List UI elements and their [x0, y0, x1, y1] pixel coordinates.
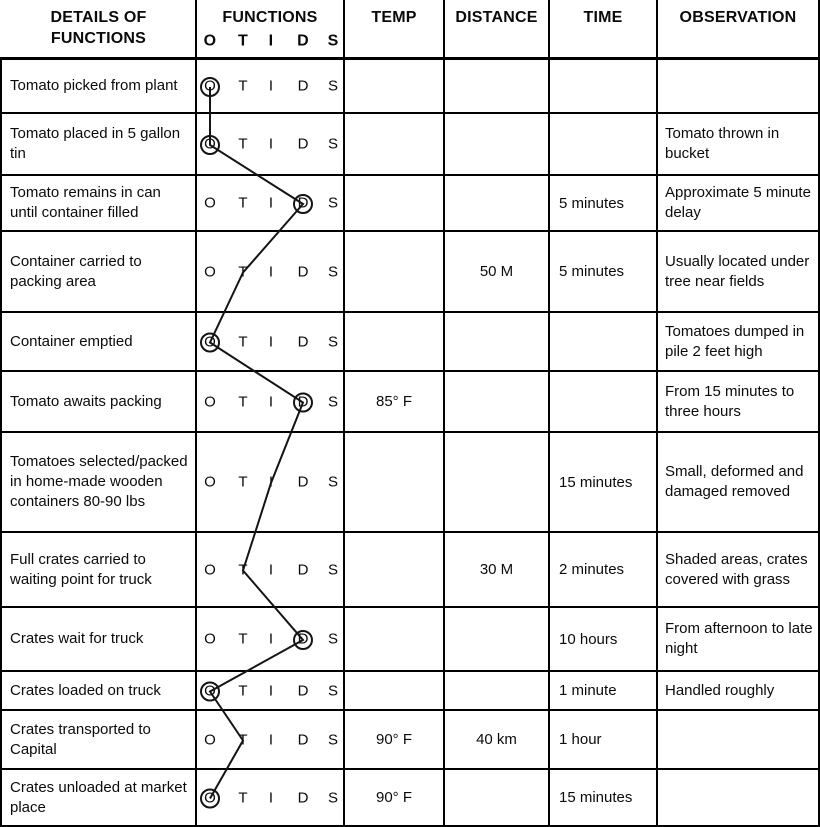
function-symbol-O: O	[204, 731, 216, 748]
observation-text: From afternoon to late night	[665, 620, 813, 657]
details-text: Crates unloaded at market place	[10, 778, 187, 816]
details-text: Crates loaded on truck	[10, 681, 161, 699]
functions-cell	[197, 176, 345, 230]
function-symbol-S: S	[327, 789, 339, 806]
time-cell	[550, 114, 658, 174]
function-symbol-S: S	[327, 194, 339, 212]
function-symbol-O: O	[204, 194, 216, 212]
function-symbol-O: O	[204, 393, 216, 410]
function-symbol-D: D	[297, 731, 309, 748]
temp-cell	[345, 372, 445, 431]
details-text: Tomato picked from plant	[10, 77, 178, 94]
table-row	[0, 60, 820, 114]
function-symbol-O: O	[204, 682, 216, 699]
function-symbol-O: O	[204, 630, 216, 648]
time-text: 2 minutes	[559, 561, 625, 578]
function-symbol-T: T	[238, 789, 248, 806]
functions-cell	[197, 433, 345, 531]
function-symbol-O: O	[204, 561, 216, 578]
time-cell	[550, 533, 658, 606]
distance-cell	[445, 313, 550, 370]
time-cell	[550, 232, 658, 311]
function-symbol-I: I	[268, 473, 274, 491]
functions-cell	[197, 114, 345, 174]
header-distance: DISTANCE	[445, 0, 550, 57]
functions-cell	[197, 533, 345, 606]
function-symbol-T: T	[238, 333, 248, 350]
observation-cell	[658, 60, 820, 112]
function-symbol-I: I	[268, 789, 274, 806]
function-symbol-S: S	[327, 473, 339, 491]
temp-cell	[345, 313, 445, 370]
time-text: 1 minute	[559, 682, 617, 699]
observation-cell	[658, 114, 820, 174]
time-cell	[550, 711, 658, 768]
time-text: 10 hours	[559, 630, 618, 648]
header-details-line2: FUNCTIONS	[50, 30, 147, 47]
function-symbol-I: I	[268, 263, 274, 280]
temp-cell	[345, 60, 445, 112]
function-symbol-I: I	[268, 630, 274, 648]
observation-cell	[658, 770, 820, 825]
function-symbol-I: I	[268, 135, 274, 153]
function-symbol-S: S	[327, 630, 339, 648]
distance-cell	[445, 672, 550, 709]
details-cell	[2, 711, 197, 768]
time-text: 1 hour	[559, 731, 602, 748]
function-symbol-I: I	[268, 731, 274, 748]
temp-text: 90° F	[375, 731, 412, 748]
function-symbol-O: O	[204, 473, 216, 491]
function-symbol-O: O	[204, 333, 216, 350]
observation-cell	[658, 433, 820, 531]
function-symbol-S: S	[327, 561, 339, 578]
details-cell	[2, 313, 197, 370]
function-symbol-T: T	[238, 473, 248, 491]
distance-text: 40 km	[476, 731, 517, 748]
function-symbol-T: T	[238, 77, 248, 95]
details-cell	[2, 372, 197, 431]
table-row	[0, 433, 820, 533]
distance-cell	[445, 60, 550, 112]
header-observation: OBSERVATION	[658, 0, 820, 57]
observation-text: Approximate 5 minute delay	[665, 184, 811, 221]
table-row	[0, 232, 820, 313]
time-cell	[550, 770, 658, 825]
distance-text: 50 M	[479, 263, 514, 280]
function-symbol-S: S	[327, 682, 339, 699]
observation-cell	[658, 533, 820, 606]
details-text: Tomato placed in 5 gallon tin	[10, 125, 181, 162]
details-cell	[2, 770, 197, 825]
temp-cell	[345, 711, 445, 768]
time-cell	[550, 60, 658, 112]
temp-cell	[345, 433, 445, 531]
function-symbol-S: S	[327, 731, 339, 748]
time-text: 15 minutes	[559, 473, 633, 491]
table-header	[0, 0, 820, 60]
header-symbol-S: S	[327, 32, 339, 50]
observation-text: Shaded areas, crates covered with grass	[665, 550, 808, 588]
details-text: Container carried to packing area	[10, 252, 142, 290]
distance-cell	[445, 711, 550, 768]
observation-cell	[658, 176, 820, 230]
table-row	[0, 313, 820, 372]
table-row	[0, 176, 820, 232]
function-symbol-O: O	[204, 77, 216, 95]
details-cell	[2, 232, 197, 311]
function-symbol-I: I	[268, 194, 274, 212]
distance-cell	[445, 533, 550, 606]
table-row	[0, 770, 820, 827]
details-cell	[2, 114, 197, 174]
details-cell	[2, 672, 197, 709]
observation-cell	[658, 608, 820, 670]
table-row	[0, 114, 820, 176]
function-symbol-I: I	[268, 561, 274, 578]
time-cell	[550, 313, 658, 370]
function-symbol-S: S	[327, 263, 339, 280]
time-text: 15 minutes	[559, 789, 633, 806]
header-temp: TEMP	[345, 0, 445, 57]
distance-cell	[445, 232, 550, 311]
temp-text: 90° F	[375, 789, 412, 806]
observation-cell	[658, 672, 820, 709]
details-cell	[2, 608, 197, 670]
details-text: Full crates carried to waiting point for truck	[10, 550, 152, 588]
functions-cell	[197, 770, 345, 825]
function-symbol-I: I	[268, 393, 274, 410]
distance-cell	[445, 608, 550, 670]
functions-cell	[197, 672, 345, 709]
functions-cell	[197, 711, 345, 768]
header-symbol-O: O	[203, 32, 217, 50]
function-symbol-O: O	[204, 789, 216, 806]
temp-cell	[345, 770, 445, 825]
temp-text: 85° F	[375, 393, 412, 410]
observation-text: Small, deformed and damaged removed	[665, 463, 804, 500]
function-symbol-T: T	[238, 135, 248, 153]
time-cell	[550, 608, 658, 670]
functions-cell	[197, 60, 345, 112]
function-symbol-D: D	[297, 194, 309, 212]
details-text: Crates wait for truck	[10, 630, 144, 647]
observation-text: Handled roughly	[665, 681, 775, 699]
distance-cell	[445, 770, 550, 825]
table-row	[0, 672, 820, 711]
function-symbol-I: I	[268, 77, 274, 95]
observation-cell	[658, 313, 820, 370]
temp-cell	[345, 672, 445, 709]
distance-cell	[445, 372, 550, 431]
function-symbol-I: I	[268, 333, 274, 350]
details-cell	[2, 533, 197, 606]
time-cell	[550, 672, 658, 709]
function-symbol-T: T	[238, 682, 248, 699]
details-text: Crates transported to Capital	[10, 720, 151, 758]
temp-cell	[345, 232, 445, 311]
time-cell	[550, 176, 658, 230]
temp-cell	[345, 533, 445, 606]
function-symbol-O: O	[204, 263, 216, 280]
details-cell	[2, 60, 197, 112]
distance-cell	[445, 176, 550, 230]
details-text: Tomatoes selected/packed in home-made wooden containers 80-90 lbs	[10, 453, 188, 510]
function-symbol-S: S	[327, 77, 339, 95]
function-symbol-T: T	[238, 630, 248, 648]
function-symbol-S: S	[327, 393, 339, 410]
function-symbol-O: O	[204, 135, 216, 153]
observation-cell	[658, 232, 820, 311]
function-symbol-D: D	[297, 682, 309, 699]
distance-cell	[445, 433, 550, 531]
temp-cell	[345, 176, 445, 230]
time-cell	[550, 372, 658, 431]
table-row	[0, 608, 820, 672]
functions-cell	[197, 313, 345, 370]
header-symbol-D: D	[297, 32, 309, 50]
observation-text: Usually located under tree near fields	[665, 252, 810, 290]
details-text: Tomato remains in can until container filled	[10, 184, 161, 221]
details-cell	[2, 433, 197, 531]
observation-cell	[658, 372, 820, 431]
header-details-line1: DETAILS OF	[50, 9, 147, 26]
details-cell	[2, 176, 197, 230]
observation-text: Tomatoes dumped in pile 2 feet high	[665, 322, 805, 360]
details-text: Container emptied	[10, 332, 133, 350]
header-functions	[197, 0, 345, 57]
header-time: TIME	[550, 0, 658, 57]
table-row	[0, 372, 820, 433]
temp-cell	[345, 608, 445, 670]
function-symbol-D: D	[297, 77, 309, 95]
table-row	[0, 533, 820, 608]
function-symbol-D: D	[297, 135, 309, 153]
function-symbol-T: T	[238, 393, 248, 410]
distance-text: 30 M	[479, 561, 514, 578]
header-symbol-I: I	[268, 32, 274, 50]
functions-cell	[197, 608, 345, 670]
distance-cell	[445, 114, 550, 174]
function-symbol-T: T	[238, 263, 248, 280]
function-symbol-T: T	[238, 731, 248, 748]
observation-text: Tomato thrown in bucket	[665, 125, 780, 162]
functions-cell	[197, 232, 345, 311]
time-text: 5 minutes	[559, 194, 625, 212]
time-cell	[550, 433, 658, 531]
header-functions-title: FUNCTIONS	[222, 9, 318, 26]
function-symbol-D: D	[297, 789, 309, 806]
functions-cell	[197, 372, 345, 431]
function-symbol-I: I	[268, 682, 274, 699]
function-symbol-D: D	[297, 333, 309, 350]
observation-cell	[658, 711, 820, 768]
function-symbol-D: D	[297, 561, 309, 578]
table-row	[0, 711, 820, 770]
function-symbol-D: D	[297, 393, 309, 410]
function-symbol-S: S	[327, 333, 339, 350]
function-symbol-S: S	[327, 135, 339, 153]
header-details-of-functions	[2, 0, 197, 57]
function-symbol-T: T	[238, 561, 248, 578]
details-text: Tomato awaits packing	[10, 392, 162, 410]
header-symbol-T: T	[238, 32, 248, 50]
observation-text: From 15 minutes to three hours	[665, 382, 795, 420]
function-symbol-D: D	[297, 263, 309, 280]
temp-cell	[345, 114, 445, 174]
time-text: 5 minutes	[559, 263, 625, 280]
function-symbol-T: T	[238, 194, 248, 212]
function-symbol-D: D	[297, 473, 309, 491]
function-symbol-D: D	[297, 630, 309, 648]
table-body	[0, 60, 820, 827]
